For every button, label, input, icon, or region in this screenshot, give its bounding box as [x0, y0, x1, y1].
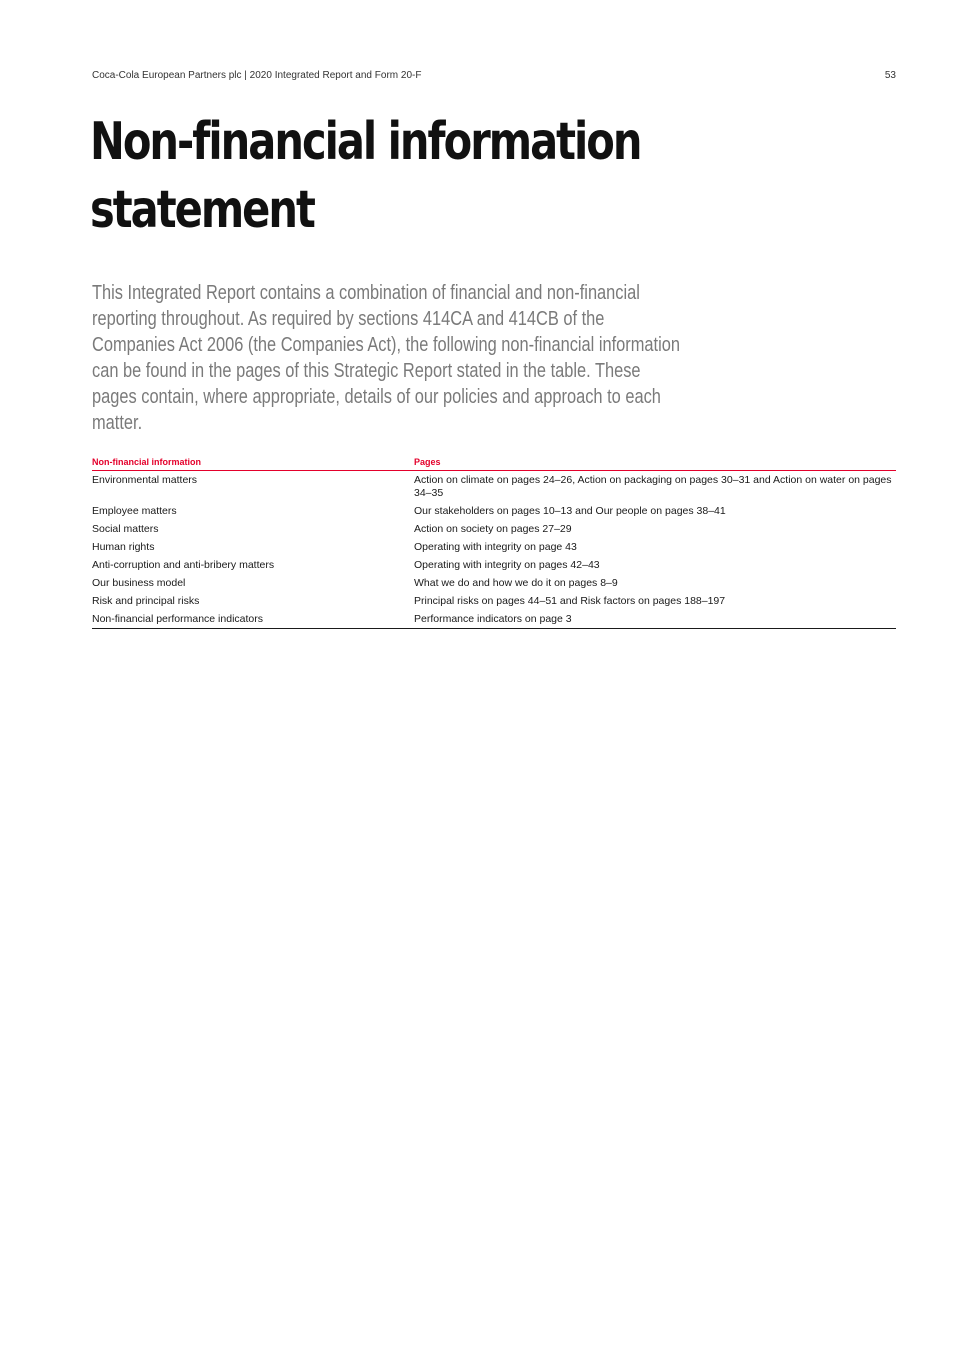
- row-topic: Environmental matters: [92, 474, 198, 486]
- page-title: Non-financial information statement: [90, 112, 641, 240]
- table-header-topic: Non-financial information: [92, 455, 414, 471]
- page-header: [92, 68, 896, 84]
- intro-paragraph: This Integrated Report contains a combination of financial and non-financial reporting throughout. As required by sections 414CA and 414CB of the Companies Act 2006 (the Companies Act), the following non-financial information can be found in the pages of this Strategic Report stated in the table. These pages contain, where appropriate, details of our policies and approach to each matter.: [92, 282, 680, 434]
- row-pages: Performance indicators on page 3: [414, 610, 896, 629]
- report-title: Coca-Cola European Partners plc | 2020 Integrated Report and Form 20-F: [92, 70, 422, 81]
- table-row: [92, 574, 896, 592]
- row-pages: Action on climate on pages 24–26, Action on packaging on pages 30–31 and Action on water on pages 34–35: [414, 474, 892, 499]
- table-row: [92, 592, 896, 610]
- table-header-pages: Pages: [414, 455, 896, 471]
- page-number: 53: [884, 70, 896, 81]
- table-row: [92, 556, 896, 574]
- table-header-row: [92, 455, 896, 471]
- row-pages: Operating with integrity on page 43: [414, 541, 577, 553]
- row-topic: Our business model: [92, 577, 186, 589]
- non-financial-info-table: [92, 455, 896, 629]
- row-topic: Employee matters: [92, 505, 177, 517]
- table-row: [92, 538, 896, 556]
- row-topic: Non-financial performance indicators: [92, 610, 414, 629]
- row-pages: Principal risks on pages 44–51 and Risk factors on pages 188–197: [414, 595, 726, 607]
- row-pages: What we do and how we do it on pages 8–9: [414, 577, 618, 589]
- table-row: [92, 502, 896, 520]
- row-pages: Our stakeholders on pages 10–13 and Our people on pages 38–41: [414, 505, 726, 517]
- table-row: [92, 471, 896, 503]
- row-topic: Human rights: [92, 541, 155, 553]
- table-row: [92, 610, 896, 629]
- row-topic: Anti-corruption and anti-bribery matters: [92, 559, 275, 571]
- row-topic: Social matters: [92, 523, 159, 535]
- row-pages: Action on society on pages 27–29: [414, 523, 572, 535]
- row-pages: Operating with integrity on pages 42–43: [414, 559, 600, 571]
- row-topic: Risk and principal risks: [92, 595, 200, 607]
- table-row: [92, 520, 896, 538]
